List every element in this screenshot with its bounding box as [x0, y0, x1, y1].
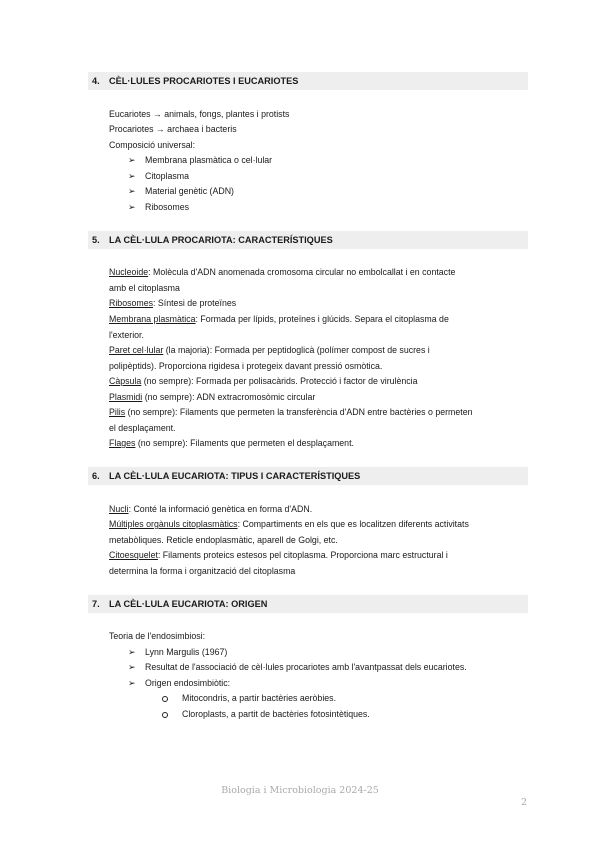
- page-number: 2: [521, 797, 528, 808]
- arrowhead-bullet-icon: ➢: [128, 678, 136, 688]
- ribosomes-line: [109, 297, 236, 309]
- plasmidi-line: [109, 391, 315, 403]
- arrowhead-bullet-icon: ➢: [128, 186, 136, 196]
- definition: : Filaments proteics estesos pel citoplasma. Proporciona marc estructural i: [157, 550, 448, 560]
- definition: (no sempre): Filaments que permeten la transferència d'ADN entre bactèries o permeten: [125, 407, 473, 417]
- definition: : Conté la informació genètica en forma d'ADN.: [128, 504, 313, 514]
- list-item: Ribosomes: [145, 202, 190, 212]
- pilis-line-cont: el desplaçament.: [109, 423, 176, 433]
- nucleoide-line: [109, 266, 455, 278]
- citoesquelet-line: [109, 549, 448, 561]
- list-item: Lynn Margulis (1967): [145, 647, 228, 657]
- list-item: Origen endosimbiòtic:: [145, 678, 231, 688]
- section-number: 6.: [92, 471, 100, 481]
- section-header-4: [88, 72, 528, 90]
- term: Nucleoide: [109, 267, 149, 277]
- list-item: Citoplasma: [145, 171, 190, 181]
- term: Nucli: [109, 504, 129, 514]
- organuls-line: [109, 518, 469, 530]
- definition: : Formada per lípids, proteïnes i glúcids. Separa el citoplasma de: [195, 314, 449, 324]
- eucariotes-line: Eucariotes → animals, fongs, plantes i protists: [109, 109, 290, 119]
- section-title: LA CÈL·LULA PROCARIOTA: CARACTERÍSTIQUES: [109, 235, 333, 245]
- term: Citoesquelet: [109, 550, 158, 560]
- section-number: 7.: [92, 599, 100, 609]
- definition: : Compartiments en els que es localitzen diferents activitats: [237, 519, 469, 529]
- section-title: LA CÈL·LULA EUCARIOTA: TIPUS I CARACTERÍSTIQUES: [109, 471, 361, 481]
- arrowhead-bullet-icon: ➢: [128, 171, 136, 181]
- nucli-line: [109, 503, 312, 515]
- term: Membrana plasmàtica: [109, 314, 196, 324]
- paret-line-cont: polipèptids). Proporciona rigidesa i protegeix davant pressió osmòtica.: [109, 361, 383, 371]
- definition: : Molècula d'ADN anomenada cromosoma circular no embolcallat i en contacte: [148, 267, 456, 277]
- procariotes-line: Procariotes → archaea i bacteris: [109, 124, 237, 134]
- section-title: LA CÈL·LULA EUCARIOTA: ORIGEN: [109, 599, 268, 609]
- arrowhead-bullet-icon: ➢: [128, 155, 136, 165]
- nucleoide-line-cont: amb el citoplasma: [109, 283, 180, 293]
- definition: (no sempre): ADN extracromosòmic circular: [142, 392, 316, 402]
- definition: (no sempre): Filaments que permeten el desplaçament.: [135, 438, 354, 448]
- arrowhead-bullet-icon: ➢: [128, 647, 136, 657]
- section-header-5: [88, 231, 528, 249]
- flages-line: [109, 437, 354, 449]
- term: Múltiples orgànuls citoplasmàtics: [109, 519, 238, 529]
- term: Paret cel·lular: [109, 345, 164, 355]
- sub-list-item: Mitocondris, a partir bactèries aeròbies.: [182, 693, 337, 703]
- section-header-6: [88, 467, 528, 485]
- term: Ribosomes: [109, 298, 154, 308]
- pilis-line: [109, 406, 473, 418]
- teoria-line: Teoria de l'endosimbiosi:: [109, 631, 206, 641]
- term: Flages: [109, 438, 136, 448]
- definition: : Síntesi de proteïnes: [153, 298, 237, 308]
- composicio-line: Composició universal:: [109, 140, 196, 150]
- page-footer: Biologia i Microbiologia 2024-25: [221, 785, 379, 796]
- term: Plasmidi: [109, 392, 143, 402]
- organuls-line-cont: metabòliques. Reticle endoplasmàtic, aparell de Golgi, etc.: [109, 535, 338, 545]
- section-title: CÈL·LULES PROCARIOTES I EUCARIOTES: [109, 76, 299, 86]
- citoesquelet-line-cont: determina la forma i organització del citoplasma: [109, 566, 296, 576]
- list-item: Material genètic (ADN): [145, 186, 234, 196]
- term: Càpsula: [109, 376, 142, 386]
- definition: (la majoria): Formada per peptidoglicà (polímer compost de sucres i: [163, 345, 430, 355]
- paret-line: [109, 344, 430, 356]
- circle-bullet-icon: [162, 712, 168, 718]
- term: Pilis: [109, 407, 126, 417]
- section-header-7: [88, 595, 528, 613]
- sub-list-item: Cloroplasts, a partit de bactèries fotosintètiques.: [182, 709, 370, 719]
- section-number: 4.: [92, 76, 100, 86]
- arrowhead-bullet-icon: ➢: [128, 662, 136, 672]
- capsula-line: [109, 375, 418, 387]
- membrana-line-cont: l'exterior.: [109, 330, 144, 340]
- arrowhead-bullet-icon: ➢: [128, 202, 136, 212]
- circle-bullet-icon: [162, 696, 168, 702]
- membrana-line: [109, 313, 449, 325]
- list-item: Resultat de l'associació de cèl·lules procariotes amb l'avantpassat dels eucariotes.: [145, 662, 467, 672]
- list-item: Membrana plasmàtica o cel·lular: [145, 155, 273, 165]
- section-number: 5.: [92, 235, 100, 245]
- definition: (no sempre): Formada per polisacàrids. Protecció i factor de virulència: [141, 376, 418, 386]
